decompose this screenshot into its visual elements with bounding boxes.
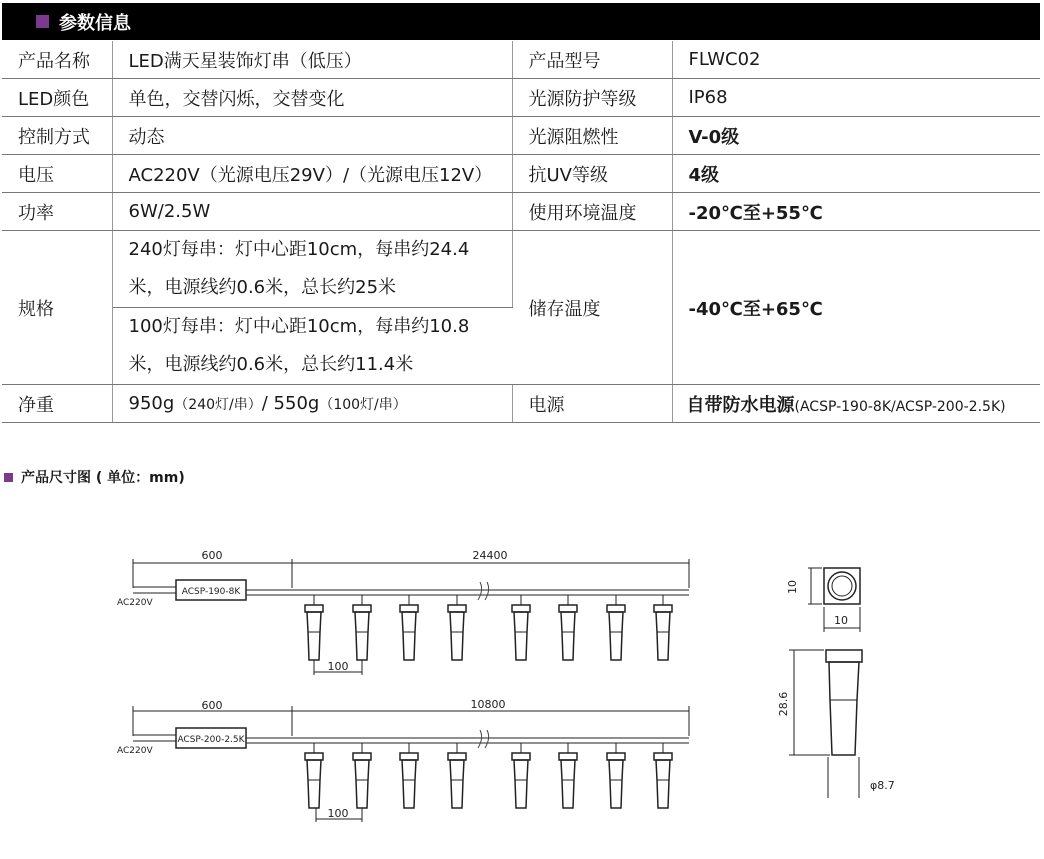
bulb-shape: [654, 743, 672, 808]
pitch-label: 100: [327, 660, 349, 673]
bulb-shape: [448, 743, 466, 808]
spec-value: [112, 385, 512, 423]
spec-label: 储存温度: [512, 231, 672, 385]
spec-line: 米，电源线约0.6米，总长约11.4米: [128, 354, 414, 375]
spec-value: -20℃至+55℃: [672, 193, 1040, 231]
spec-value: IP68: [672, 79, 1040, 117]
table-row: [2, 41, 1040, 79]
bulb-diameter-label: φ8.7: [870, 779, 895, 792]
psu-model-label: ACSP-200-2.5K: [177, 735, 245, 745]
bulb-shape: [353, 595, 371, 660]
bulb-shape: [305, 743, 323, 808]
spec-label: 产品名称: [2, 41, 112, 79]
dimension-drawing: [0, 500, 1044, 859]
bulb-top-height-label: 10: [786, 580, 799, 594]
power-supply-models: (ACSP-190-8K/ACSP-200-2.5K): [794, 398, 1006, 415]
spec-label: 抗UV等级: [512, 155, 672, 193]
spec-value-100: [112, 308, 512, 385]
weight-240-note: （240灯/串）: [174, 397, 262, 413]
spec-line: 100灯每串：灯中心距10cm，每串约10.8: [128, 316, 470, 337]
spec-value: 4级: [672, 155, 1040, 193]
spec-label: 光源阻燃性: [512, 117, 672, 155]
table-row: [2, 155, 1040, 193]
spec-value: 6W/2.5W: [112, 193, 512, 231]
table-row: [2, 193, 1040, 231]
bulb-shape: [559, 743, 577, 808]
spec-value: -40℃至+65℃: [672, 231, 1040, 385]
spec-line: 米，电源线约0.6米，总长约25米: [128, 277, 397, 298]
dimension-section-header: [4, 467, 185, 487]
bulb-shape: [353, 743, 371, 808]
string-length-label: 10800: [470, 698, 506, 711]
spec-value: FLWC02: [672, 41, 1040, 79]
bulb-shape: [607, 743, 625, 808]
weight-100-note: （100灯/串）: [319, 397, 407, 413]
weight-240: 950g: [128, 393, 175, 414]
bulb-shape: [448, 595, 466, 660]
spec-line: 240灯每串：灯中心距10cm，每串约24.4: [128, 239, 470, 260]
spec-value: LED满天星装饰灯串（低压）: [112, 41, 512, 79]
bulb-row-240: [305, 595, 672, 660]
spec-label: LED颜色: [2, 79, 112, 117]
weight-100: / 550g: [261, 393, 320, 414]
spec-value: [672, 385, 1040, 423]
section-header: [2, 3, 1040, 40]
dimension-title: 产品尺寸图 ( 单位：mm): [21, 470, 185, 486]
bulb-shape: [400, 743, 418, 808]
spec-value: 单色，交替闪烁，交替变化: [112, 79, 512, 117]
bulb-shape: [512, 743, 530, 808]
bulb-shape: [512, 595, 530, 660]
table-row: [2, 79, 1040, 117]
spec-value: 动态: [112, 117, 512, 155]
bulb-shape: [305, 595, 323, 660]
bulb-top-width-label: 10: [834, 614, 848, 627]
spec-value: AC220V（光源电压29V）/（光源电压12V）: [112, 155, 512, 193]
psu-model-label: ACSP-190-8K: [181, 587, 241, 597]
string-100-drawing: [133, 706, 689, 822]
bulb-shape: [654, 595, 672, 660]
bullet-square-icon: [36, 15, 49, 28]
spec-value: V-0级: [672, 117, 1040, 155]
bulb-height-label: 28.6: [777, 691, 790, 717]
spec-label: 电源: [512, 385, 672, 423]
bulb-row-100: [305, 743, 672, 808]
spec-label: 使用环境温度: [512, 193, 672, 231]
spec-label: 产品型号: [512, 41, 672, 79]
spec-label: 规格: [2, 231, 112, 385]
bulb-detail-drawing: [789, 568, 862, 798]
spec-label: 净重: [2, 385, 112, 423]
power-supply-type: 自带防水电源: [686, 394, 795, 416]
spec-label: 光源防护等级: [512, 79, 672, 117]
bullet-square-icon: [4, 473, 13, 482]
input-voltage-label: AC220V: [117, 598, 153, 608]
input-voltage-label: AC220V: [117, 746, 153, 756]
bulb-shape: [607, 595, 625, 660]
bulb-shape: [559, 595, 577, 660]
string-length-label: 24400: [472, 549, 508, 562]
table-row: [2, 117, 1040, 155]
string-240-drawing: [133, 559, 689, 675]
spec-value-240: [112, 231, 512, 308]
lead-length-label: 600: [201, 549, 223, 562]
section-title: 参数信息: [59, 12, 131, 34]
spec-label: 功率: [2, 193, 112, 231]
bulb-shape: [400, 595, 418, 660]
spec-label: 电压: [2, 155, 112, 193]
table-row: [2, 231, 1040, 308]
table-row: [2, 385, 1040, 423]
spec-table: [2, 41, 1040, 423]
spec-label: 控制方式: [2, 117, 112, 155]
pitch-label: 100: [327, 807, 349, 820]
lead-length-label: 600: [201, 699, 223, 712]
